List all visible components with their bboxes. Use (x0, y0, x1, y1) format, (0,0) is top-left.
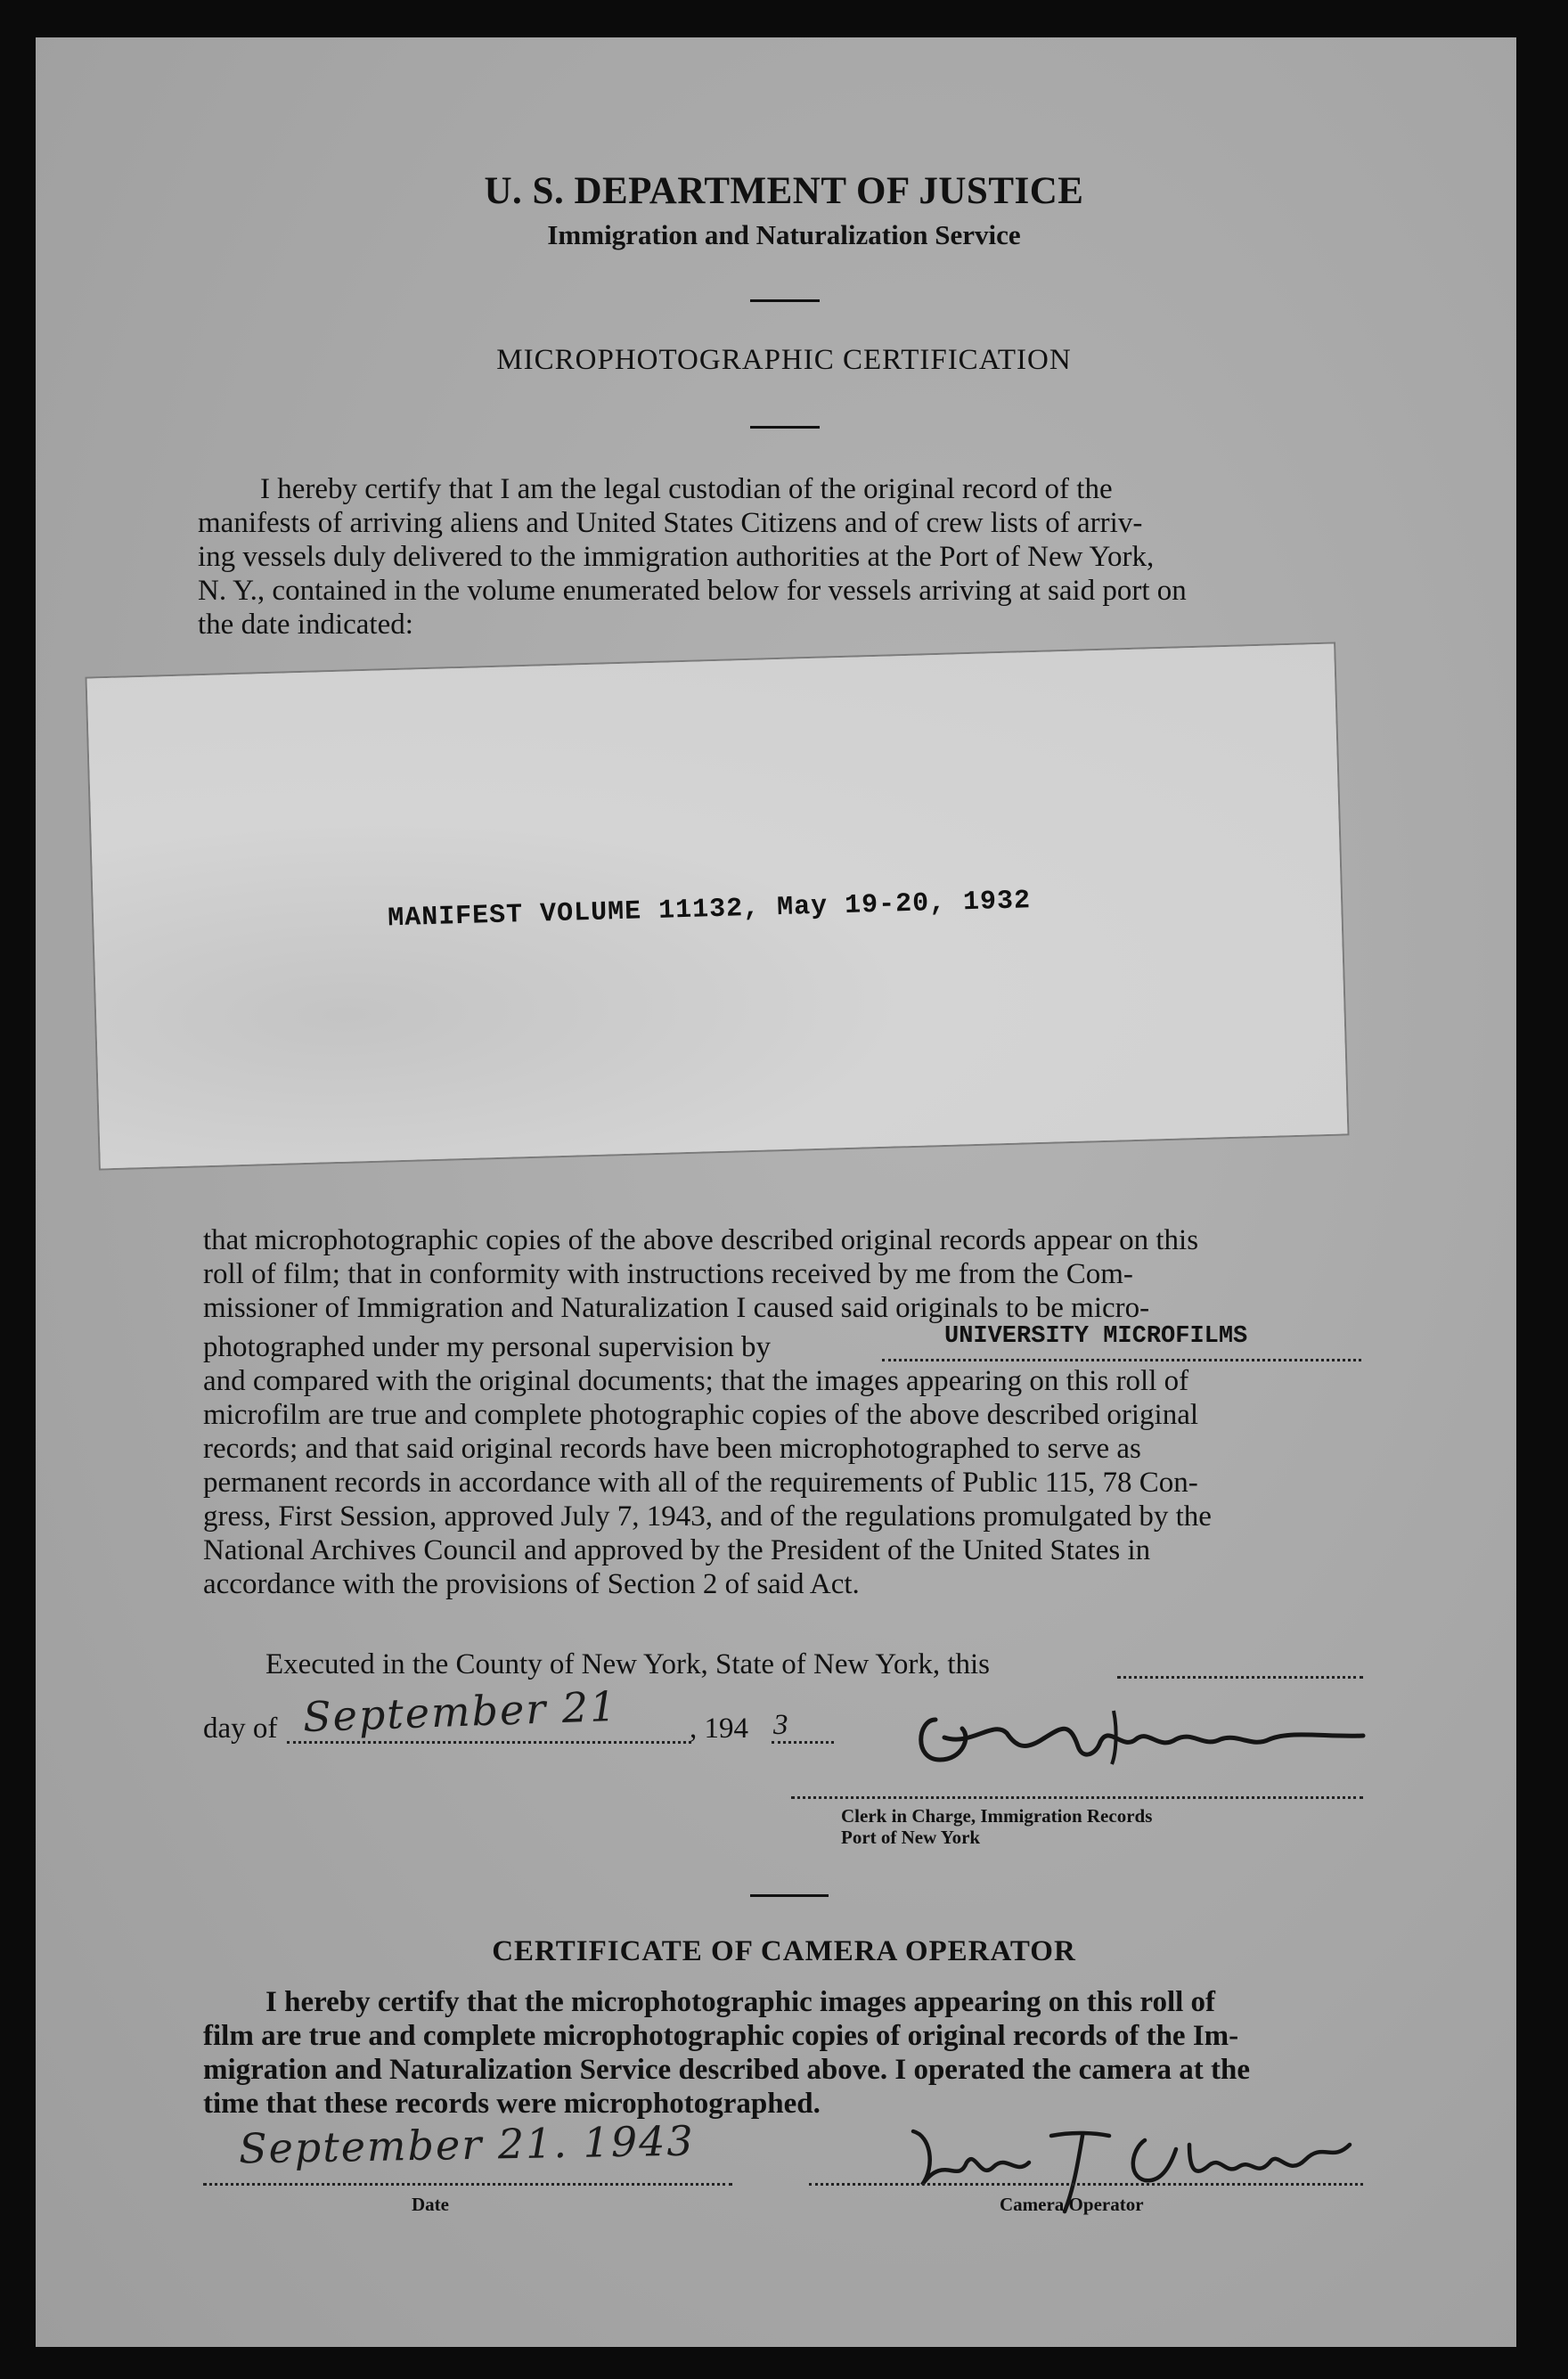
paragraph-line: I hereby certify that I am the legal custodian of the original record of the (260, 473, 1113, 505)
day-dotted-line (1117, 1672, 1363, 1679)
supervision-prefix: photographed under my personal supervision by (203, 1331, 771, 1363)
supervisor-dotted-line (882, 1355, 1361, 1361)
paragraph-line: migration and Naturalization Service described above. I operated the camera at the (203, 2054, 1250, 2086)
paragraph-line: the date indicated: (198, 609, 413, 641)
camera-operator-label: Camera Operator (1000, 2194, 1144, 2215)
handwritten-execution-date: September 21 (302, 1681, 619, 1742)
camera-certificate-title: CERTIFICATE OF CAMERA OPERATOR (492, 1935, 1076, 1967)
paragraph-line: National Archives Council and approved by the President of the United States in (203, 1534, 1151, 1566)
year-digit: 3 (773, 1709, 788, 1741)
paragraph-line: that microphotographic copies of the above described original records appear on this (203, 1224, 1199, 1256)
paragraph-line: permanent records in accordance with all of the requirements of Public 115, 78 Con- (203, 1467, 1198, 1499)
paragraph-line: I hereby certify that the microphotographic images appearing on this roll of (265, 1986, 1216, 2018)
paragraph-line: records; and that said original records have been microphotographed to serve as (203, 1433, 1141, 1465)
camera-paragraph (203, 1985, 1365, 2121)
supervisor-name: UNIVERSITY MICROFILMS (944, 1323, 1248, 1350)
paragraph-line: accordance with the provisions of Section 2 of said Act. (203, 1568, 860, 1600)
divider (750, 426, 820, 429)
clerk-signature (909, 1684, 1372, 1782)
year-prefix: , 194 (690, 1713, 748, 1745)
paragraph-line: N. Y., contained in the volume enumerated below for vessels arriving at said port on (198, 575, 1187, 607)
execution-line: Executed in the County of New York, State of New York, this (265, 1648, 991, 1680)
date-signature-line (203, 2179, 732, 2186)
manifest-label: MANIFEST VOLUME 11132, May 19-20, 1932 (387, 886, 1032, 935)
intro-paragraph (198, 472, 1360, 642)
day-of-label: day of (203, 1713, 278, 1745)
divider (750, 299, 820, 302)
paragraph-line: microfilm are true and complete photographic copies of the above described original (203, 1399, 1199, 1431)
divider (750, 1894, 829, 1897)
supervision-line (203, 1323, 1365, 1364)
service-subheading: Immigration and Naturalization Service (547, 219, 1021, 250)
paragraph-line: manifests of arriving aliens and United States Citizens and of crew lists of arriv- (198, 507, 1143, 539)
clerk-signature-line (791, 1793, 1363, 1799)
certification-title: MICROPHOTOGRAPHIC CERTIFICATION (496, 344, 1072, 376)
department-heading: U. S. DEPARTMENT OF JUSTICE (484, 170, 1084, 212)
paragraph-line: roll of film; that in conformity with instructions received by me from the Com- (203, 1258, 1133, 1290)
paragraph-line: ing vessels duly delivered to the immigration authorities at the Port of New York, (198, 541, 1155, 573)
operator-signature-line (809, 2179, 1363, 2186)
clerk-port: Port of New York (841, 1827, 981, 1848)
paragraph-line: missioner of Immigration and Naturalization I caused said originals to be micro- (203, 1292, 1150, 1324)
year-dotted-line (772, 1737, 834, 1744)
clerk-title: Clerk in Charge, Immigration Records (841, 1805, 1153, 1827)
paragraph-line: and compared with the original documents; that the images appearing on this roll of (203, 1365, 1189, 1397)
paragraph-line: time that these records were microphotographed. (203, 2088, 821, 2120)
paragraph-line: film are true and complete microphotographic copies of original records of the Im- (203, 2020, 1239, 2052)
manifest-slip (87, 644, 1348, 1169)
body-paragraph (203, 1223, 1365, 1601)
date-label: Date (412, 2194, 449, 2215)
paragraph-line: gress, First Session, approved July 7, 1943, and of the regulations promulgated by the (203, 1500, 1212, 1533)
handwritten-camera-date: September 21. 1943 (238, 2116, 696, 2173)
